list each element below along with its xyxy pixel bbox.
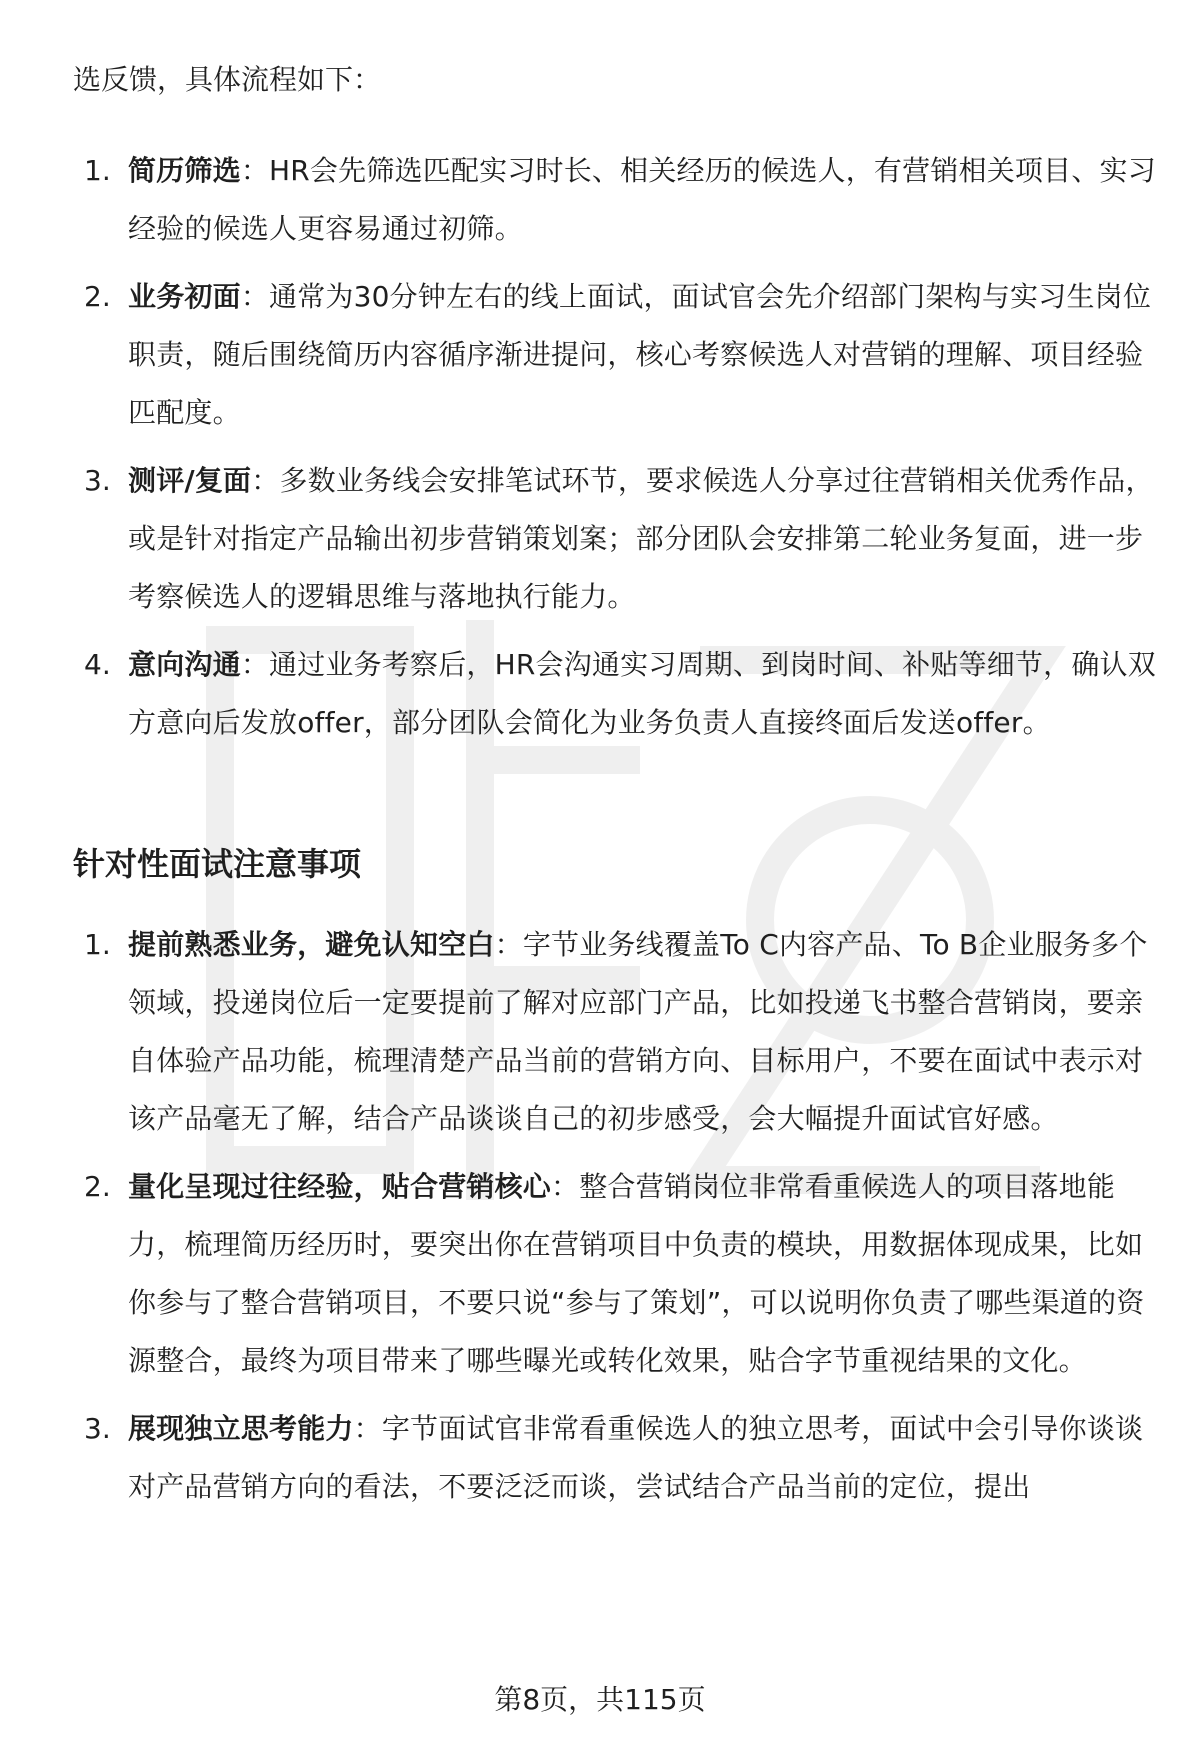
list-item-text: 字节面试官非常看重候选人的独立思考，面试中会引导你谈谈对产品营销方向的看法，不要泛泛而谈，尝试结合产品当前的定位，提出: [128, 1412, 1144, 1503]
list-item: [0, 452, 1200, 626]
list-item-text: 通常为30分钟左右的线上面试，面试官会先介绍部门架构与实习生岗位职责，随后围绕简历内容循序渐进提问，核心考察候选人对营销的理解、项目经验匹配度。: [128, 280, 1152, 429]
list-number: 2.: [84, 1170, 111, 1203]
list-item-body: 意向沟通：通过业务考察后，HR会沟通实习周期、到岗时间、补贴等细节，确认双方意向后发放offer，部分团队会简化为业务负责人直接终面后发送offer。: [128, 648, 1156, 739]
list-item-text: HR会先筛选匹配实习时长、相关经历的候选人，有营销相关项目、实习经验的候选人更容易通过初筛。: [128, 154, 1156, 245]
intro-text: 选反馈，具体流程如下：: [73, 63, 382, 96]
section-heading: 针对性面试注意事项: [73, 845, 362, 883]
list-item: [0, 142, 1200, 258]
list-item-body: 业务初面：通常为30分钟左右的线上面试，面试官会先介绍部门架构与实习生岗位职责，随后围绕简历内容循序渐进提问，核心考察候选人对营销的理解、项目经验匹配度。: [128, 280, 1152, 429]
list-item: [0, 1158, 1200, 1390]
list-item-term: 测评/复面: [128, 464, 252, 497]
process-list: [0, 142, 1200, 762]
list-number: 2.: [84, 280, 111, 313]
list-item-body: 测评/复面：多数业务线会安排笔试环节，要求候选人分享过往营销相关优秀作品，或是针对指定产品输出初步营销策划案；部分团队会安排第二轮业务复面，进一步考察候选人的逻辑思维与落地执行能力。: [128, 464, 1154, 613]
list-number: 1.: [84, 154, 111, 187]
list-item-term: 业务初面: [128, 280, 241, 313]
list-number: 1.: [84, 928, 111, 961]
list-item-body: 量化呈现过往经验，贴合营销核心：整合营销岗位非常看重候选人的项目落地能力，梳理简历经历时，要突出你在营销项目中负责的模块，用数据体现成果，比如你参与了整合营销项目，不要只说“参与了策划”，可以说明你负责了哪些渠道的资源整合，最终为项目带来了哪些曝光或转化效果，贴合字节重视结果的文化。: [128, 1170, 1145, 1377]
list-item-text: 字节业务线覆盖To C内容产品、To B企业服务多个领域，投递岗位后一定要提前了解对应部门产品，比如投递飞书整合营销岗，要亲自体验产品功能，梳理清楚产品当前的营销方向、目标用户，不要在面试中表示对该产品毫无了解，结合产品谈谈自己的初步感受，会大幅提升面试官好感。: [128, 928, 1148, 1135]
list-item-term: 意向沟通: [128, 648, 241, 681]
list-number: 3.: [84, 464, 111, 497]
list-item-body: 展现独立思考能力：字节面试官非常看重候选人的独立思考，面试中会引导你谈谈对产品营销方向的看法，不要泛泛而谈，尝试结合产品当前的定位，提出: [128, 1412, 1144, 1503]
list-item: [0, 916, 1200, 1148]
list-item-term: 量化呈现过往经验，贴合营销核心: [128, 1170, 552, 1203]
list-item-body: 提前熟悉业务，避免认知空白：字节业务线覆盖To C内容产品、To B企业服务多个领域，投递岗位后一定要提前了解对应部门产品，比如投递飞书整合营销岗，要亲自体验产品功能，梳理清楚产品当前的营销方向、目标用户，不要在面试中表示对该产品毫无了解，结合产品谈谈自己的初步感受，会大幅提升面试官好感。: [128, 928, 1148, 1135]
list-number: 4.: [84, 648, 111, 681]
list-item: [0, 636, 1200, 752]
page-number-footer: 第8页，共115页: [494, 1683, 706, 1716]
list-item-text: 整合营销岗位非常看重候选人的项目落地能力，梳理简历经历时，要突出你在营销项目中负责的模块，用数据体现成果，比如你参与了整合营销项目，不要只说“参与了策划”，可以说明你负责了哪些渠道的资源整合，最终为项目带来了哪些曝光或转化效果，贴合字节重视结果的文化。: [128, 1170, 1145, 1377]
list-item-body: 简历筛选：HR会先筛选匹配实习时长、相关经历的候选人，有营销相关项目、实习经验的候选人更容易通过初筛。: [128, 154, 1156, 245]
list-item: [0, 268, 1200, 442]
list-item: [0, 1400, 1200, 1516]
tips-list: [0, 916, 1200, 1526]
list-item-term: 提前熟悉业务，避免认知空白: [128, 928, 495, 961]
list-item-term: 简历筛选: [128, 154, 241, 187]
list-item-term: 展现独立思考能力: [128, 1412, 354, 1445]
list-number: 3.: [84, 1412, 111, 1445]
list-item-text: 多数业务线会安排笔试环节，要求候选人分享过往营销相关优秀作品，或是针对指定产品输出初步营销策划案；部分团队会安排第二轮业务复面，进一步考察候选人的逻辑思维与落地执行能力。: [128, 464, 1154, 613]
list-item-text: 通过业务考察后，HR会沟通实习周期、到岗时间、补贴等细节，确认双方意向后发放offer，部分团队会简化为业务负责人直接终面后发送offer。: [128, 648, 1156, 739]
